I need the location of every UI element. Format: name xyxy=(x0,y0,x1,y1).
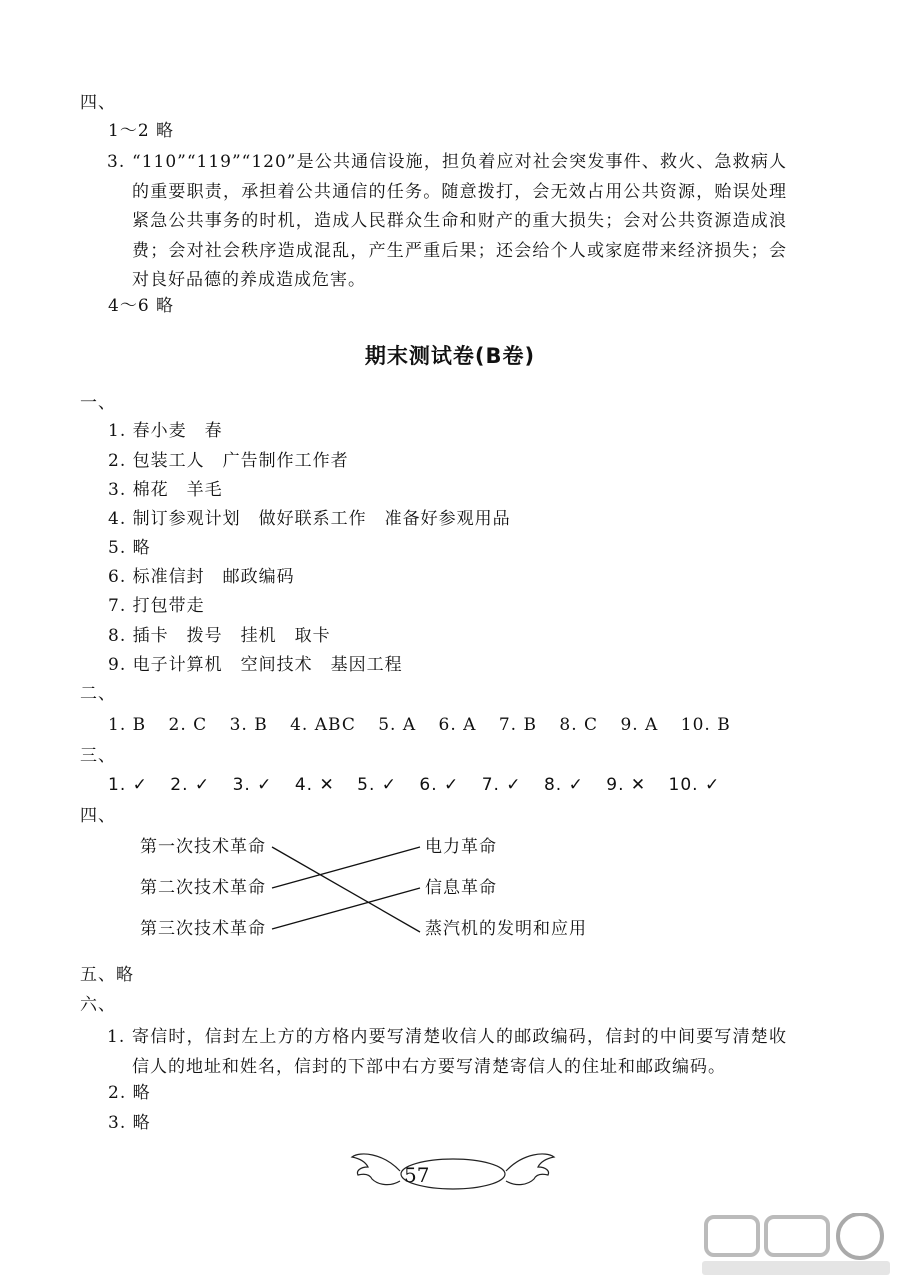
s2-answer: 7. B xyxy=(498,715,537,735)
s3-answer: 9. ✕ xyxy=(606,775,647,795)
s6-answer-3: 3. 略 xyxy=(108,1113,151,1133)
page-number: 57 xyxy=(404,1163,430,1187)
section-2-label: 二、 xyxy=(80,684,116,704)
s3-answer: 8. ✓ xyxy=(543,775,584,795)
section-4-label: 四、 xyxy=(80,93,116,113)
s2-answer: 5. A xyxy=(378,715,417,735)
s3-answer: 7. ✓ xyxy=(481,775,522,795)
section-3-label: 三、 xyxy=(80,746,116,766)
s6-answer-1-paragraph xyxy=(107,1023,787,1082)
s1-item: 3. 棉花 羊毛 xyxy=(108,480,223,500)
s1-item: 6. 标准信封 邮政编码 xyxy=(108,567,295,587)
page-title: 期末测试卷(B卷) xyxy=(364,344,536,368)
s2-answer: 2. C xyxy=(168,715,208,735)
s3-answer: 1. ✓ xyxy=(108,775,148,795)
s2-answer: 8. C xyxy=(559,715,599,735)
s3-answer: 10. ✓ xyxy=(668,775,721,795)
s1-item: 1. 春小麦 春 xyxy=(108,421,223,441)
answer-4-6: 4～6 略 xyxy=(108,296,175,316)
s3-answer: 4. ✕ xyxy=(294,775,335,795)
section-5-label: 五、略 xyxy=(80,965,134,985)
watermark-logo-icon xyxy=(700,1213,895,1278)
s2-answer: 10. B xyxy=(680,715,731,735)
s2-answer: 3. B xyxy=(229,715,268,735)
s1-item: 2. 包装工人 广告制作工作者 xyxy=(108,451,349,471)
s3-answer: 6. ✓ xyxy=(419,775,460,795)
s6-answer-2: 2. 略 xyxy=(108,1083,151,1103)
match-left-item: 第三次技术革命 xyxy=(140,919,266,939)
answer-1-2: 1～2 略 xyxy=(108,121,175,141)
answer-3-number: 3. xyxy=(107,152,126,172)
s2-answer: 4. ABC xyxy=(290,715,356,735)
s3-answer: 3. ✓ xyxy=(232,775,273,795)
wings-ornament-icon xyxy=(348,1143,558,1193)
s2-answer: 1. B xyxy=(108,715,147,735)
s6-answer-1-number: 1. xyxy=(107,1027,126,1047)
match-right-item: 信息革命 xyxy=(425,878,497,898)
section-4b-label: 四、 xyxy=(80,806,116,826)
match-right-item: 蒸汽机的发明和应用 xyxy=(425,919,587,939)
s1-item: 7. 打包带走 xyxy=(108,596,205,616)
s1-item: 5. 略 xyxy=(108,538,151,558)
s3-answer: 2. ✓ xyxy=(170,775,211,795)
s1-item: 8. 插卡 拨号 挂机 取卡 xyxy=(108,626,331,646)
match-right-item: 电力革命 xyxy=(425,837,497,857)
match-left-item: 第一次技术革命 xyxy=(140,837,266,857)
s3-answer: 5. ✓ xyxy=(357,775,397,795)
s1-item: 9. 电子计算机 空间技术 基因工程 xyxy=(108,655,403,675)
s1-item: 4. 制订参观计划 做好联系工作 准备好参观用品 xyxy=(108,509,511,529)
section-6-label: 六、 xyxy=(80,995,116,1015)
s2-answer: 9. A xyxy=(620,715,659,735)
s2-answer: 6. A xyxy=(438,715,477,735)
section-1-label: 一、 xyxy=(80,393,116,413)
match-left-item: 第二次技术革命 xyxy=(140,878,266,898)
s6-answer-1-text: 寄信时，信封左上方的方格内要写清楚收信人的邮政编码，信封的中间要写清楚收信人的地址和姓名，信封的下部中右方要写清楚寄信人的住址和邮政编码。 xyxy=(132,1027,787,1077)
answer-3-text: “110”“119”“120”是公共通信设施，担负着应对社会突发事件、救火、急救病人的重要职责，承担着公共通信的任务。随意拨打，会无效占用公共资源，贻误处理紧急公共事务的时机，造成人民群众生命和财产的重大损失；会对公共资源造成浪费；会对社会秩序造成混乱，产生严重后果；还会给个人或家庭带来经济损失；会对良好品德的养成造成危害。 xyxy=(132,152,787,290)
